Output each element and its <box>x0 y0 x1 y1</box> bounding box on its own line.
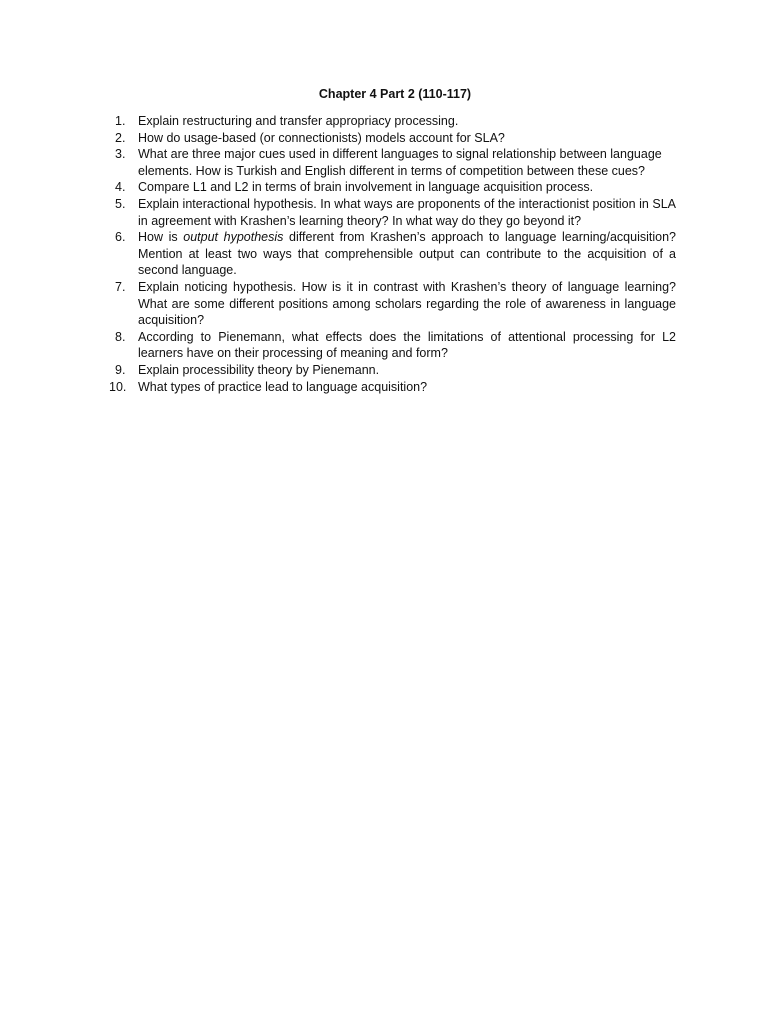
question-item-6 <box>115 229 676 279</box>
question-number: 9. <box>115 362 126 377</box>
question-item-3 <box>115 146 676 179</box>
question-item-8 <box>115 329 676 362</box>
question-text-before: How is <box>138 230 184 245</box>
document-title: Chapter 4 Part 2 (110-117) <box>318 87 472 101</box>
question-item-4 <box>115 179 676 196</box>
question-item-5 <box>115 196 676 229</box>
question-text-italic: output hypothesis <box>183 230 284 245</box>
question-text-after: different from Krashen’s approach to language learning/acquisition? Mention at least two ways that comprehensible output can contribute to the acquisition of a second language. <box>138 230 676 278</box>
question-item-9 <box>115 362 676 379</box>
question-number: 10. <box>109 379 127 394</box>
question-text: According to Pienemann, what effects does the limitations of attentional processing for L2 learners have on their processing of meaning and form? <box>138 329 676 361</box>
question-number: 7. <box>115 279 126 294</box>
question-text: Explain processibility theory by Pienemann. <box>138 362 380 377</box>
question-text: Explain noticing hypothesis. How is it in contrast with Krashen’s theory of language learning? What are some different positions among scholars regarding the role of awareness in language acquisition? <box>138 279 676 328</box>
question-item-7 <box>115 279 676 329</box>
question-number: 1. <box>115 114 126 128</box>
question-number: 8. <box>115 329 126 344</box>
question-text: Explain restructuring and transfer appropriacy processing. <box>138 114 459 128</box>
question-number: 4. <box>115 180 126 195</box>
question-text: Explain interactional hypothesis. In what ways are proponents of the interactionist position in SLA in agreement with Krashen’s learning theory? In what way do they go beyond it? <box>138 196 676 228</box>
question-number: 3. <box>115 147 126 162</box>
question-item-10 <box>109 379 676 396</box>
question-number: 6. <box>115 230 126 245</box>
question-list <box>109 113 676 395</box>
question-text: What types of practice lead to language acquisition? <box>138 379 428 394</box>
question-text: How do usage-based (or connectionists) models account for SLA? <box>138 130 505 145</box>
question-item-2 <box>115 130 676 147</box>
question-number: 2. <box>115 130 126 145</box>
question-text: Compare L1 and L2 in terms of brain involvement in language acquisition process. <box>138 180 594 195</box>
question-text: What are three major cues used in different languages to signal relationship between language elements. How is Turkish and English different in terms of competition between these cues? <box>138 147 662 178</box>
question-number: 5. <box>115 196 126 211</box>
question-item-1 <box>115 113 676 130</box>
